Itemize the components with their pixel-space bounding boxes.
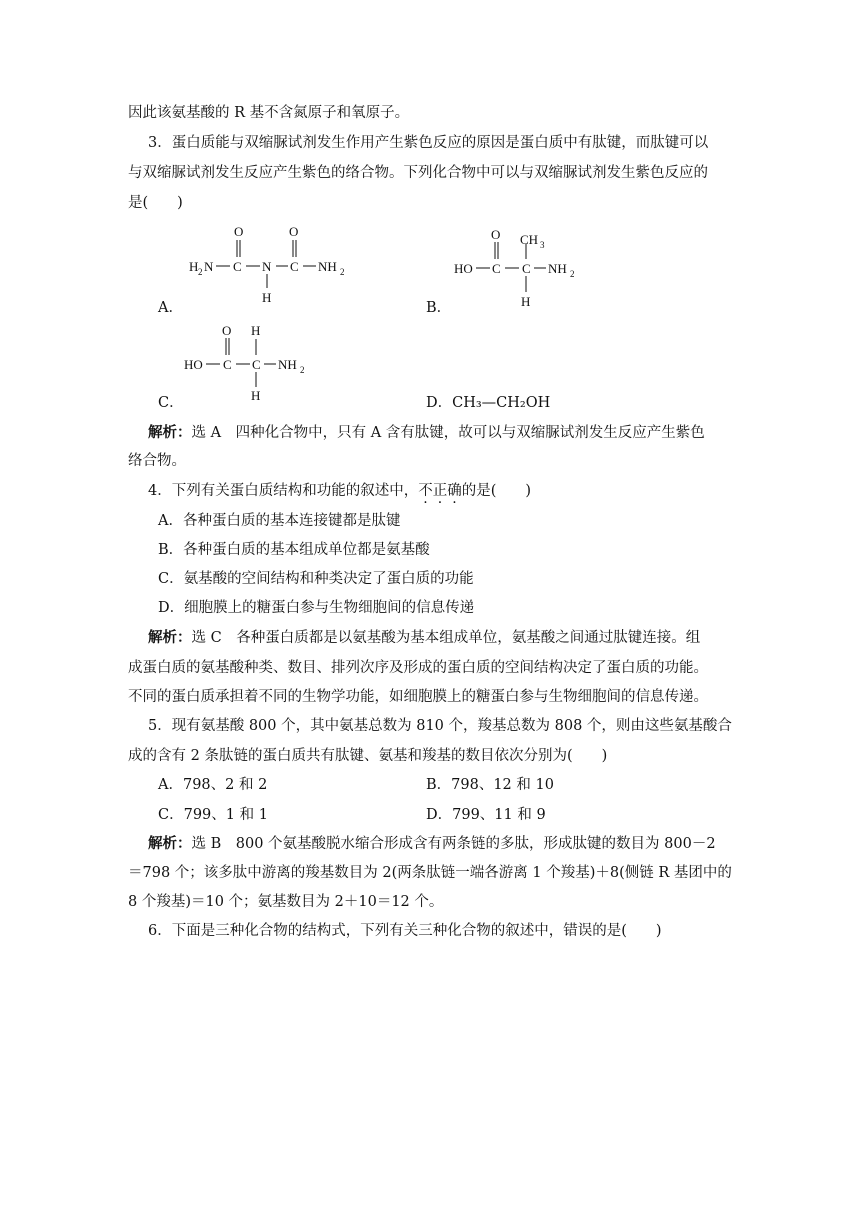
- question-5-line-2: 成的含有 2 条肽链的蛋白质共有肽键、氨基和羧基的数目依次分别为( ): [128, 748, 608, 764]
- atom-h: H: [262, 290, 272, 305]
- answer-3-line-1: [148, 423, 705, 443]
- answer-text: 选 B 800 个氨基酸脱水缩合形成含有两条链的多肽，形成肽键的数目为 800－2: [191, 836, 716, 852]
- atom-o: O: [491, 227, 501, 242]
- structure-a-diagram: [180, 222, 370, 312]
- subscript: 2: [340, 267, 345, 277]
- option-c-label: C．: [158, 395, 184, 411]
- question-text: 4．下列有关蛋白质结构和功能的叙述中，: [148, 483, 419, 499]
- structure-b-diagram: [450, 226, 600, 316]
- question-5-line-1: 5．现有氨基酸 800 个，其中氨基总数为 810 个，羧基总数为 808 个，则由这些氨基酸合: [148, 718, 732, 734]
- question-4-option-b: B．各种蛋白质的基本组成单位都是氨基酸: [158, 542, 430, 558]
- question-4-option-a: A．各种蛋白质的基本连接键都是肽键: [158, 513, 401, 529]
- option-d-text: D．CH₃—CH₂OH: [426, 395, 551, 411]
- group-ch: CH: [520, 232, 539, 247]
- answer-5-line-2: ＝798 个；该多肽中游离的羧基数目为 2(两条肽链一端各游离 1 个羧基)＋8(侧链 R 基团中的: [128, 865, 732, 881]
- atom-c: C: [290, 259, 299, 274]
- question-3-line-3: 是( ): [128, 195, 183, 211]
- atom-c: C: [492, 261, 501, 276]
- question-text: 的是( ): [461, 483, 532, 499]
- answer-4-line-1: [148, 628, 700, 648]
- group-ho: HO: [454, 261, 473, 276]
- atom-o: O: [222, 323, 232, 338]
- answer-text: 选 C 各种蛋白质都是以氨基酸为基本组成单位，氨基酸之间通过肽键连接。组: [191, 630, 701, 646]
- atom-o: O: [234, 224, 244, 239]
- question-5-option-a: A．798、2 和 2: [158, 777, 268, 793]
- option-a-label: A．: [158, 300, 183, 316]
- question-3-line-1: 3．蛋白质能与双缩脲试剂发生作用产生紫色反应的原因是蛋白质中有肽键，而肽键可以: [148, 135, 709, 151]
- answer-label: 解析：: [148, 424, 192, 441]
- atom-h: H: [251, 388, 261, 403]
- question-3-line-2: 与双缩脲试剂发生反应产生紫色的络合物。下列化合物中可以与双缩脲试剂发生紫色反应的: [128, 165, 708, 181]
- answer-4-line-3: 不同的蛋白质承担着不同的生物学功能，如细胞膜上的糖蛋白参与生物细胞间的信息传递。: [128, 689, 708, 705]
- subscript: 2: [300, 365, 305, 375]
- continuation-text: 因此该氨基酸的 R 基不含氮原子和氧原子。: [128, 105, 410, 121]
- question-4-stem: [148, 481, 531, 501]
- atom-c: C: [233, 259, 242, 274]
- atom-n: N: [204, 259, 214, 274]
- group-nh: NH: [278, 357, 297, 372]
- answer-label: 解析：: [148, 835, 192, 852]
- atom-h: H: [189, 259, 199, 274]
- atom-h: H: [251, 323, 261, 338]
- answer-label: 解析：: [148, 629, 192, 646]
- answer-3-line-2: 络合物。: [128, 453, 186, 469]
- atom-c: C: [522, 261, 531, 276]
- question-4-option-c: C．氨基酸的空间结构和种类决定了蛋白质的功能: [158, 571, 474, 587]
- atom-c: C: [252, 357, 261, 372]
- subscript: 2: [198, 267, 203, 277]
- atom-h: H: [521, 294, 531, 309]
- emphasis-char: 正: [432, 483, 448, 499]
- answer-5-line-3: 8 个羧基)＝10 个；氨基数目为 2＋10＝12 个。: [128, 894, 444, 910]
- subscript: 2: [570, 269, 575, 279]
- question-5-option-c: C．799、1 和 1: [158, 807, 268, 823]
- question-5-option-d: D．799、11 和 9: [426, 807, 546, 823]
- group-nh: NH: [318, 259, 337, 274]
- option-b-label: B．: [426, 300, 452, 316]
- question-4-option-d: D．细胞膜上的糖蛋白参与生物细胞间的信息传递: [158, 600, 475, 616]
- emphasis-char: 确: [447, 483, 462, 499]
- question-5-option-b: B．798、12 和 10: [426, 777, 554, 793]
- answer-text: 选 A 四种化合物中，只有 A 含有肽键，故可以与双缩脲试剂发生反应产生紫色: [191, 425, 705, 441]
- group-nh: NH: [548, 261, 567, 276]
- emphasis-char: 不: [418, 483, 433, 499]
- subscript: 3: [540, 240, 545, 250]
- atom-o: O: [289, 224, 299, 239]
- answer-4-line-2: 成蛋白质的氨基酸种类、数目、排列次序及形成的蛋白质的空间结构决定了蛋白质的功能。: [128, 660, 708, 676]
- structure-c-diagram: [180, 318, 330, 408]
- answer-5-line-1: [148, 834, 716, 854]
- atom-c: C: [223, 357, 232, 372]
- atom-n: N: [262, 259, 272, 274]
- question-6-stem: 6．下面是三种化合物的结构式，下列有关三种化合物的叙述中，错误的是( ): [148, 923, 662, 939]
- group-ho: HO: [184, 357, 203, 372]
